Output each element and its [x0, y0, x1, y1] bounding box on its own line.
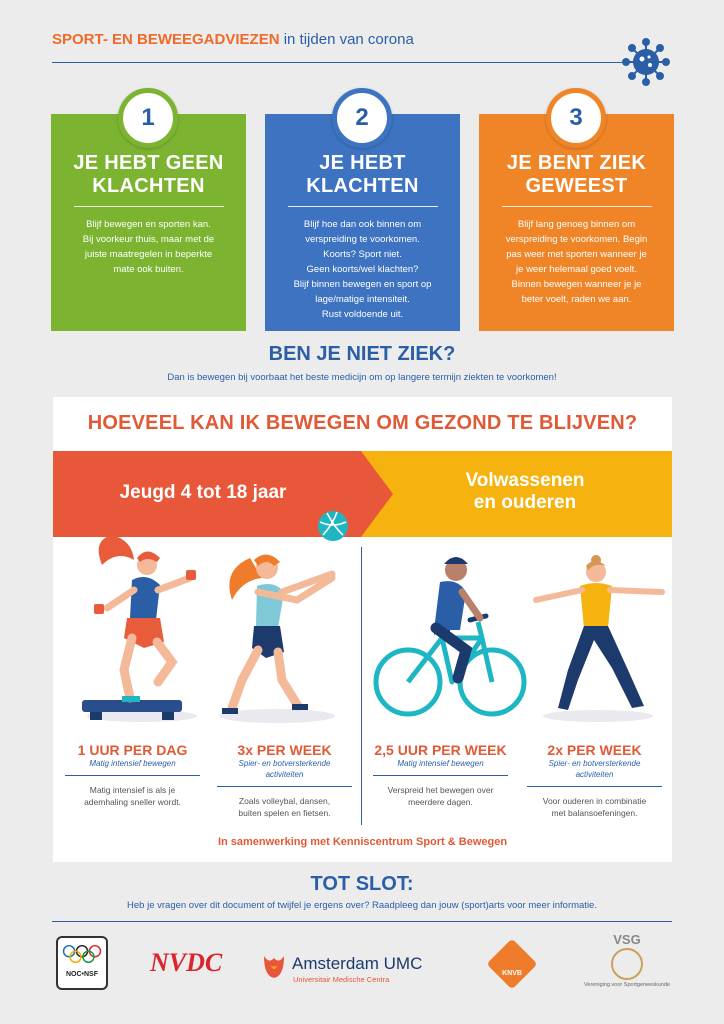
youth-band-label: Jeugd 4 tot 18 jaar [119, 482, 287, 503]
section-subtitle: Dan is bewegen bij voorbaat het beste medicijn om op langere termijn ziekten te voorkomen! [167, 372, 557, 383]
card-body-line: juiste maatregelen in beperkte [84, 249, 213, 260]
stat-subtitle: Spier- en botversterkende [238, 759, 331, 768]
card-title-line1: JE HEBT [319, 152, 406, 174]
card-body-line: verspreiding te voorkomen. Begin [505, 234, 648, 245]
stat-description-line: Zoals volleybal, dansen, [238, 796, 331, 806]
card-body-line: Bij voorkeur thuis, maar met de [82, 234, 215, 245]
stat-subtitle: Spier- en botversterkende [548, 759, 641, 768]
step-number-badge: 1 [118, 88, 178, 148]
amsterdam-umc-logo [262, 952, 452, 988]
adults-band-line: Volwassenen [465, 470, 585, 491]
column-divider [361, 547, 362, 825]
knvb-label: KNVB [502, 970, 522, 977]
closing-subtitle: Heb je vragen over dit document of twijfel je ergens over? Raadpleeg dan jouw (sport)arts voor meer informatie. [127, 900, 597, 911]
stat-subtitle: Matig intensief bewegen [397, 759, 484, 768]
stat-description-line: Verspreid het bewegen over [387, 785, 494, 795]
card-body-line: Rust voldoende uit. [321, 309, 404, 320]
noc-nsf-label: NOC•NSF [65, 971, 98, 978]
vsg-label: VSG [613, 932, 641, 947]
card-body [51, 217, 246, 277]
vsg-subtitle: Vereniging voor Sportgeneeskunde [584, 982, 670, 988]
card-divider [74, 206, 224, 207]
stat-description-line: buiten spelen en fietsen. [238, 808, 331, 818]
card-body-line: pas weer met sporten wanneer je [506, 249, 647, 260]
header-title-rest: in tijden van corona [283, 31, 414, 48]
card-title-line2: KLACHTEN [92, 175, 205, 197]
card-body-line: Geen koorts/wel klachten? [306, 264, 419, 275]
card-body-line: mate ook buiten. [113, 264, 184, 275]
card-body-line: Blijf bewegen en sporten kan. [86, 219, 211, 230]
stat-divider [65, 775, 200, 776]
card-body-line: Blijf hoe dan ook binnen om [303, 219, 422, 230]
knvb-logo [486, 938, 538, 990]
stat-description-line: meerdere dagen. [408, 797, 473, 807]
closing-title: TOT SLOT: [310, 873, 414, 895]
stat-headline: 2x PER WEEK [547, 742, 642, 758]
stat-description-line: ademhaling sneller wordt. [84, 797, 181, 807]
card-title-line2: GEWEEST [525, 175, 628, 197]
virus-icon [622, 38, 670, 86]
stat-divider [373, 775, 508, 776]
adults-band-label [375, 470, 675, 514]
step-aerobics-girl-illustration [72, 530, 212, 725]
olympic-rings-icon [59, 942, 105, 966]
card-divider [288, 206, 438, 207]
stat-subtitle: activiteiten [265, 770, 304, 779]
header-title-bold: SPORT- EN BEWEEGADVIEZEN [52, 31, 280, 48]
nvdc-logo: NVDC [150, 948, 223, 977]
card-body-line: Koorts? Sport niet. [323, 249, 402, 260]
closing-divider [52, 921, 672, 922]
vsg-emblem [611, 948, 643, 980]
header-title [52, 31, 414, 48]
card-body-line: je weer helemaal goed voelt. [516, 264, 637, 275]
stat-description-line: Matig intensief is als je [89, 785, 176, 795]
stat-description-line: met balansoefeningen. [551, 808, 638, 818]
card-body [265, 217, 460, 322]
section-title: BEN JE NIET ZIEK? [268, 343, 456, 365]
panel-title: HOEVEEL KAN IK BEWEGEN OM GEZOND TE BLIJVEN? [87, 412, 638, 434]
cyclist-illustration [370, 530, 530, 725]
stat-headline: 1 UUR PER DAG [77, 742, 188, 758]
volleyball-girl-illustration [212, 530, 357, 725]
partnership-note: In samenwerking met Kenniscentrum Sport & Bewegen [217, 836, 508, 848]
stat-headline: 3x PER WEEK [237, 742, 332, 758]
vsg-logo [582, 932, 672, 1002]
card-body-line: verspreiding te voorkomen. [305, 234, 420, 245]
step-number-badge: 3 [546, 88, 606, 148]
amc-subtitle: Universitair Medische Centra [293, 975, 390, 984]
card-title-line1: JE BENT ZIEK [506, 152, 647, 174]
adults-band-line: en ouderen [473, 492, 577, 513]
card-body [479, 217, 674, 307]
step-number-badge: 2 [332, 88, 392, 148]
card-body-line: beter voelt, raden we aan. [521, 294, 632, 305]
stat-subtitle: activiteiten [575, 770, 614, 779]
stat-youth-daily [60, 742, 205, 808]
card-body-line: Blijf lang genoeg binnen om [517, 219, 636, 230]
noc-nsf-logo [56, 936, 108, 990]
stat-subtitle: Matig intensief bewegen [89, 759, 176, 768]
stat-description-line: Voor ouderen in combinatie [542, 796, 647, 806]
card-body-line: Binnen bewegen wanneer je je [511, 279, 642, 290]
amc-name: Amsterdam UMC [292, 954, 423, 973]
stat-youth-weekly [212, 742, 357, 819]
stat-headline: 2,5 UUR PER WEEK [374, 742, 507, 758]
knvb-shield [487, 939, 538, 990]
card-divider [502, 206, 652, 207]
card-body-line: lage/matige intensiteit. [315, 294, 410, 305]
amc-tulip-icon [262, 954, 286, 980]
stat-adults-strength [522, 742, 667, 819]
card-title-line2: KLACHTEN [306, 175, 419, 197]
card-body-line: Blijf binnen bewegen en sport op [293, 279, 432, 290]
stat-adults-weekly-duration [368, 742, 513, 808]
stat-divider [217, 786, 352, 787]
card-title-line1: JE HEBT GEEN [73, 152, 224, 174]
yoga-woman-illustration [528, 530, 668, 725]
header-divider [52, 62, 622, 63]
stat-divider [527, 786, 662, 787]
